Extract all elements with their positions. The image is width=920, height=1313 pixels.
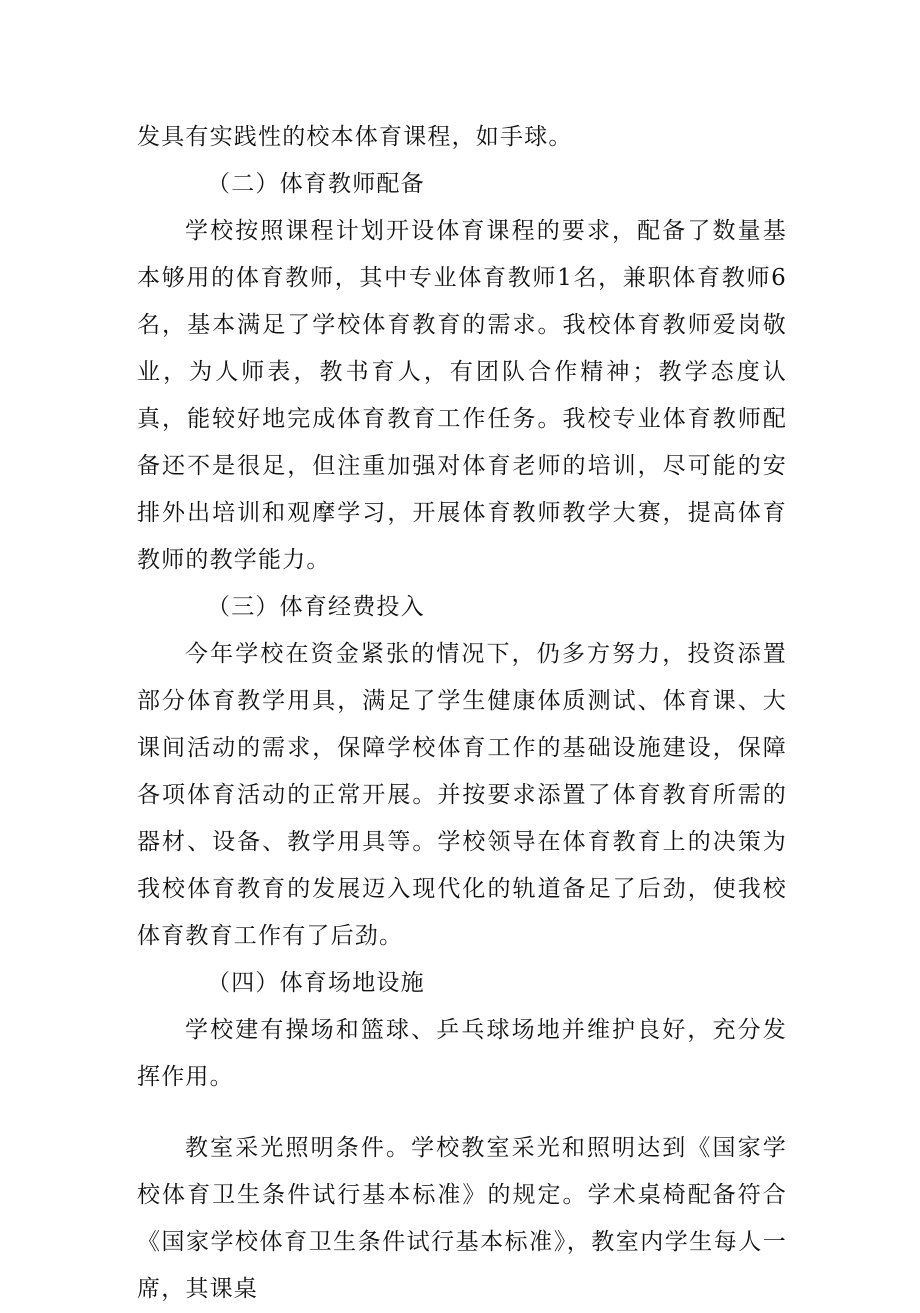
section-heading-facilities: （四）体育场地设施: [207, 970, 425, 996]
paragraph-teachers: 学校按照课程计划开设体育课程的要求，配备了数量基本够用的体育教师，其中专业体育教师1名，兼职体育教师6名，基本满足了学校体育教育的需求。我校体育教师爱岗敬业，为人师表，教书育人，有团队合作精神；教学态度认真，能较好地完成体育教育工作任务。我校专业体育教师配备还不是很足，但注重加强对体育老师的培训，尽可能的安排外出培训和观摩学习，开展体育教师教学大赛，提高体育教师的教学能力。: [137, 218, 787, 573]
paragraph-lighting: 教室采光照明条件。学校教室采光和照明达到《国家学校体育卫生条件试行基本标准》的规定。学术桌椅配备符合《国家学校体育卫生条件试行基本标准》，教室内学生每人一席，其课桌: [137, 1135, 787, 1302]
paragraph-facilities: 学校建有操场和篮球、乒乓球场地并维护良好，充分发挥作用。: [137, 1017, 787, 1090]
paragraph-funding: 今年学校在资金紧张的情况下，仍多方努力，投资添置部分体育教学用具，满足了学生健康体质测试、体育课、大课间活动的需求，保障学校体育工作的基础设施建设，保障各项体育活动的正常开展。并按要求添置了体育教育所需的器材、设备、教学用具等。学校领导在体育教育上的决策为我校体育教育的发展迈入现代化的轨道备足了后劲，使我校体育教育工作有了后劲。: [137, 641, 787, 949]
section-heading-teachers: （二）体育教师配备: [207, 171, 425, 197]
document-body: [137, 114, 787, 1313]
paragraph-continuation: 发具有实践性的校本体育课程，如手球。: [137, 124, 573, 150]
section-heading-funding: （三）体育经费投入: [207, 594, 425, 620]
